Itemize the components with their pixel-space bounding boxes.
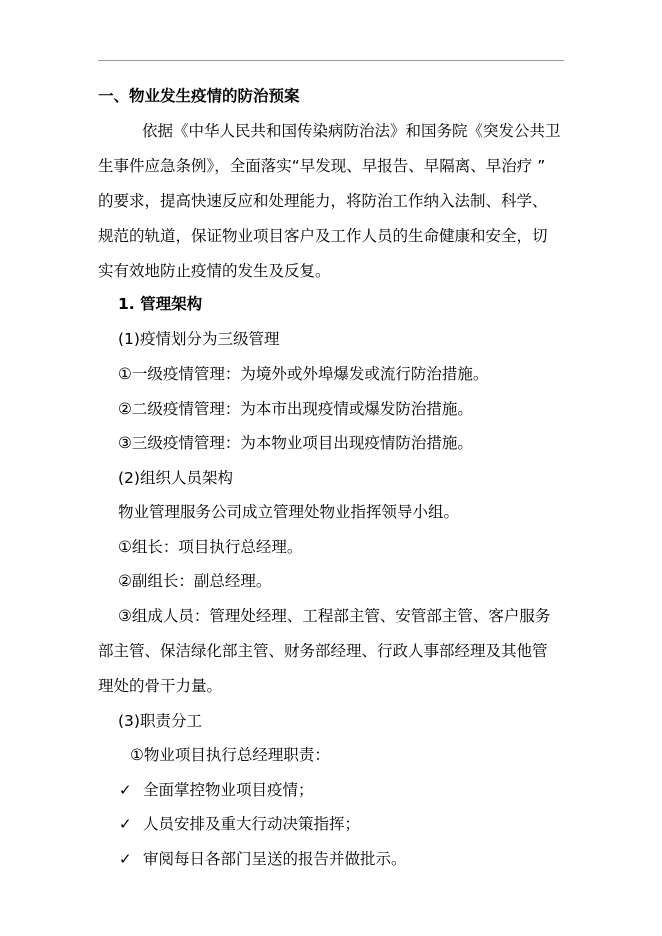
intro-line-3: 的要求，提高快速反应和处理能力，将防治工作纳入法制、科学、	[98, 192, 548, 210]
members-line-3: 理处的骨干力量。	[98, 677, 223, 695]
item-deputy: ②副组长：副总经理。	[118, 572, 272, 590]
duty-item-3: 审阅每日各部门呈送的报告并做批示。	[143, 850, 407, 868]
intro-line-5: 实有效地防止疫情的发生及反复。	[98, 262, 331, 280]
item-level3: ③三级疫情管理：为本物业项目出现疫情防治措施。	[118, 434, 473, 452]
duty-title: ①物业项目执行总经理职责：	[130, 746, 330, 764]
duty-item-2: 人员安排及重大行动决策指挥；	[143, 815, 361, 833]
item-level2: ②二级疫情管理：为本市出现疫情或爆发防治措施。	[118, 400, 473, 418]
item-sub3: (3)职责分工	[118, 712, 202, 730]
header-rule	[98, 60, 564, 61]
intro-line-2: 生事件应急条例》，全面落实“早发现、早报告、早隔离、早治疗 ”	[98, 157, 546, 175]
item-sub1: (1)疫情划分为三级管理	[118, 330, 280, 348]
duty-item-1: 全面掌控物业项目疫情；	[143, 781, 314, 799]
item-leader: ①组长：项目执行总经理。	[118, 538, 303, 556]
section-heading: 一、物业发生疫情的防治预案	[98, 87, 300, 105]
check-icon: ✓	[119, 850, 132, 868]
members-line-2: 部主管、保洁绿化部主管、财务部经理、行政人事部经理及其他管	[98, 642, 548, 660]
check-icon: ✓	[119, 781, 132, 799]
intro-line-4: 规范的轨道，保证物业项目客户及工作人员的生命健康和安全，切	[98, 227, 548, 245]
check-icon: ✓	[119, 815, 132, 833]
members-line-1: ③组成人员：管理处经理、工程部主管、安管部主管、客户服务	[118, 607, 551, 625]
item-sub2: (2)组织人员架构	[118, 469, 233, 487]
intro-line-1: 依据《中华人民共和国传染病防治法》和国务院《突发公共卫	[142, 122, 561, 140]
org-line: 物业管理服务公司成立管理处物业指挥领导小组。	[118, 503, 460, 521]
subsection-title: 1. 管理架构	[118, 295, 203, 313]
item-level1: ①一级疫情管理：为境外或外埠爆发或流行防治措施。	[118, 365, 489, 383]
